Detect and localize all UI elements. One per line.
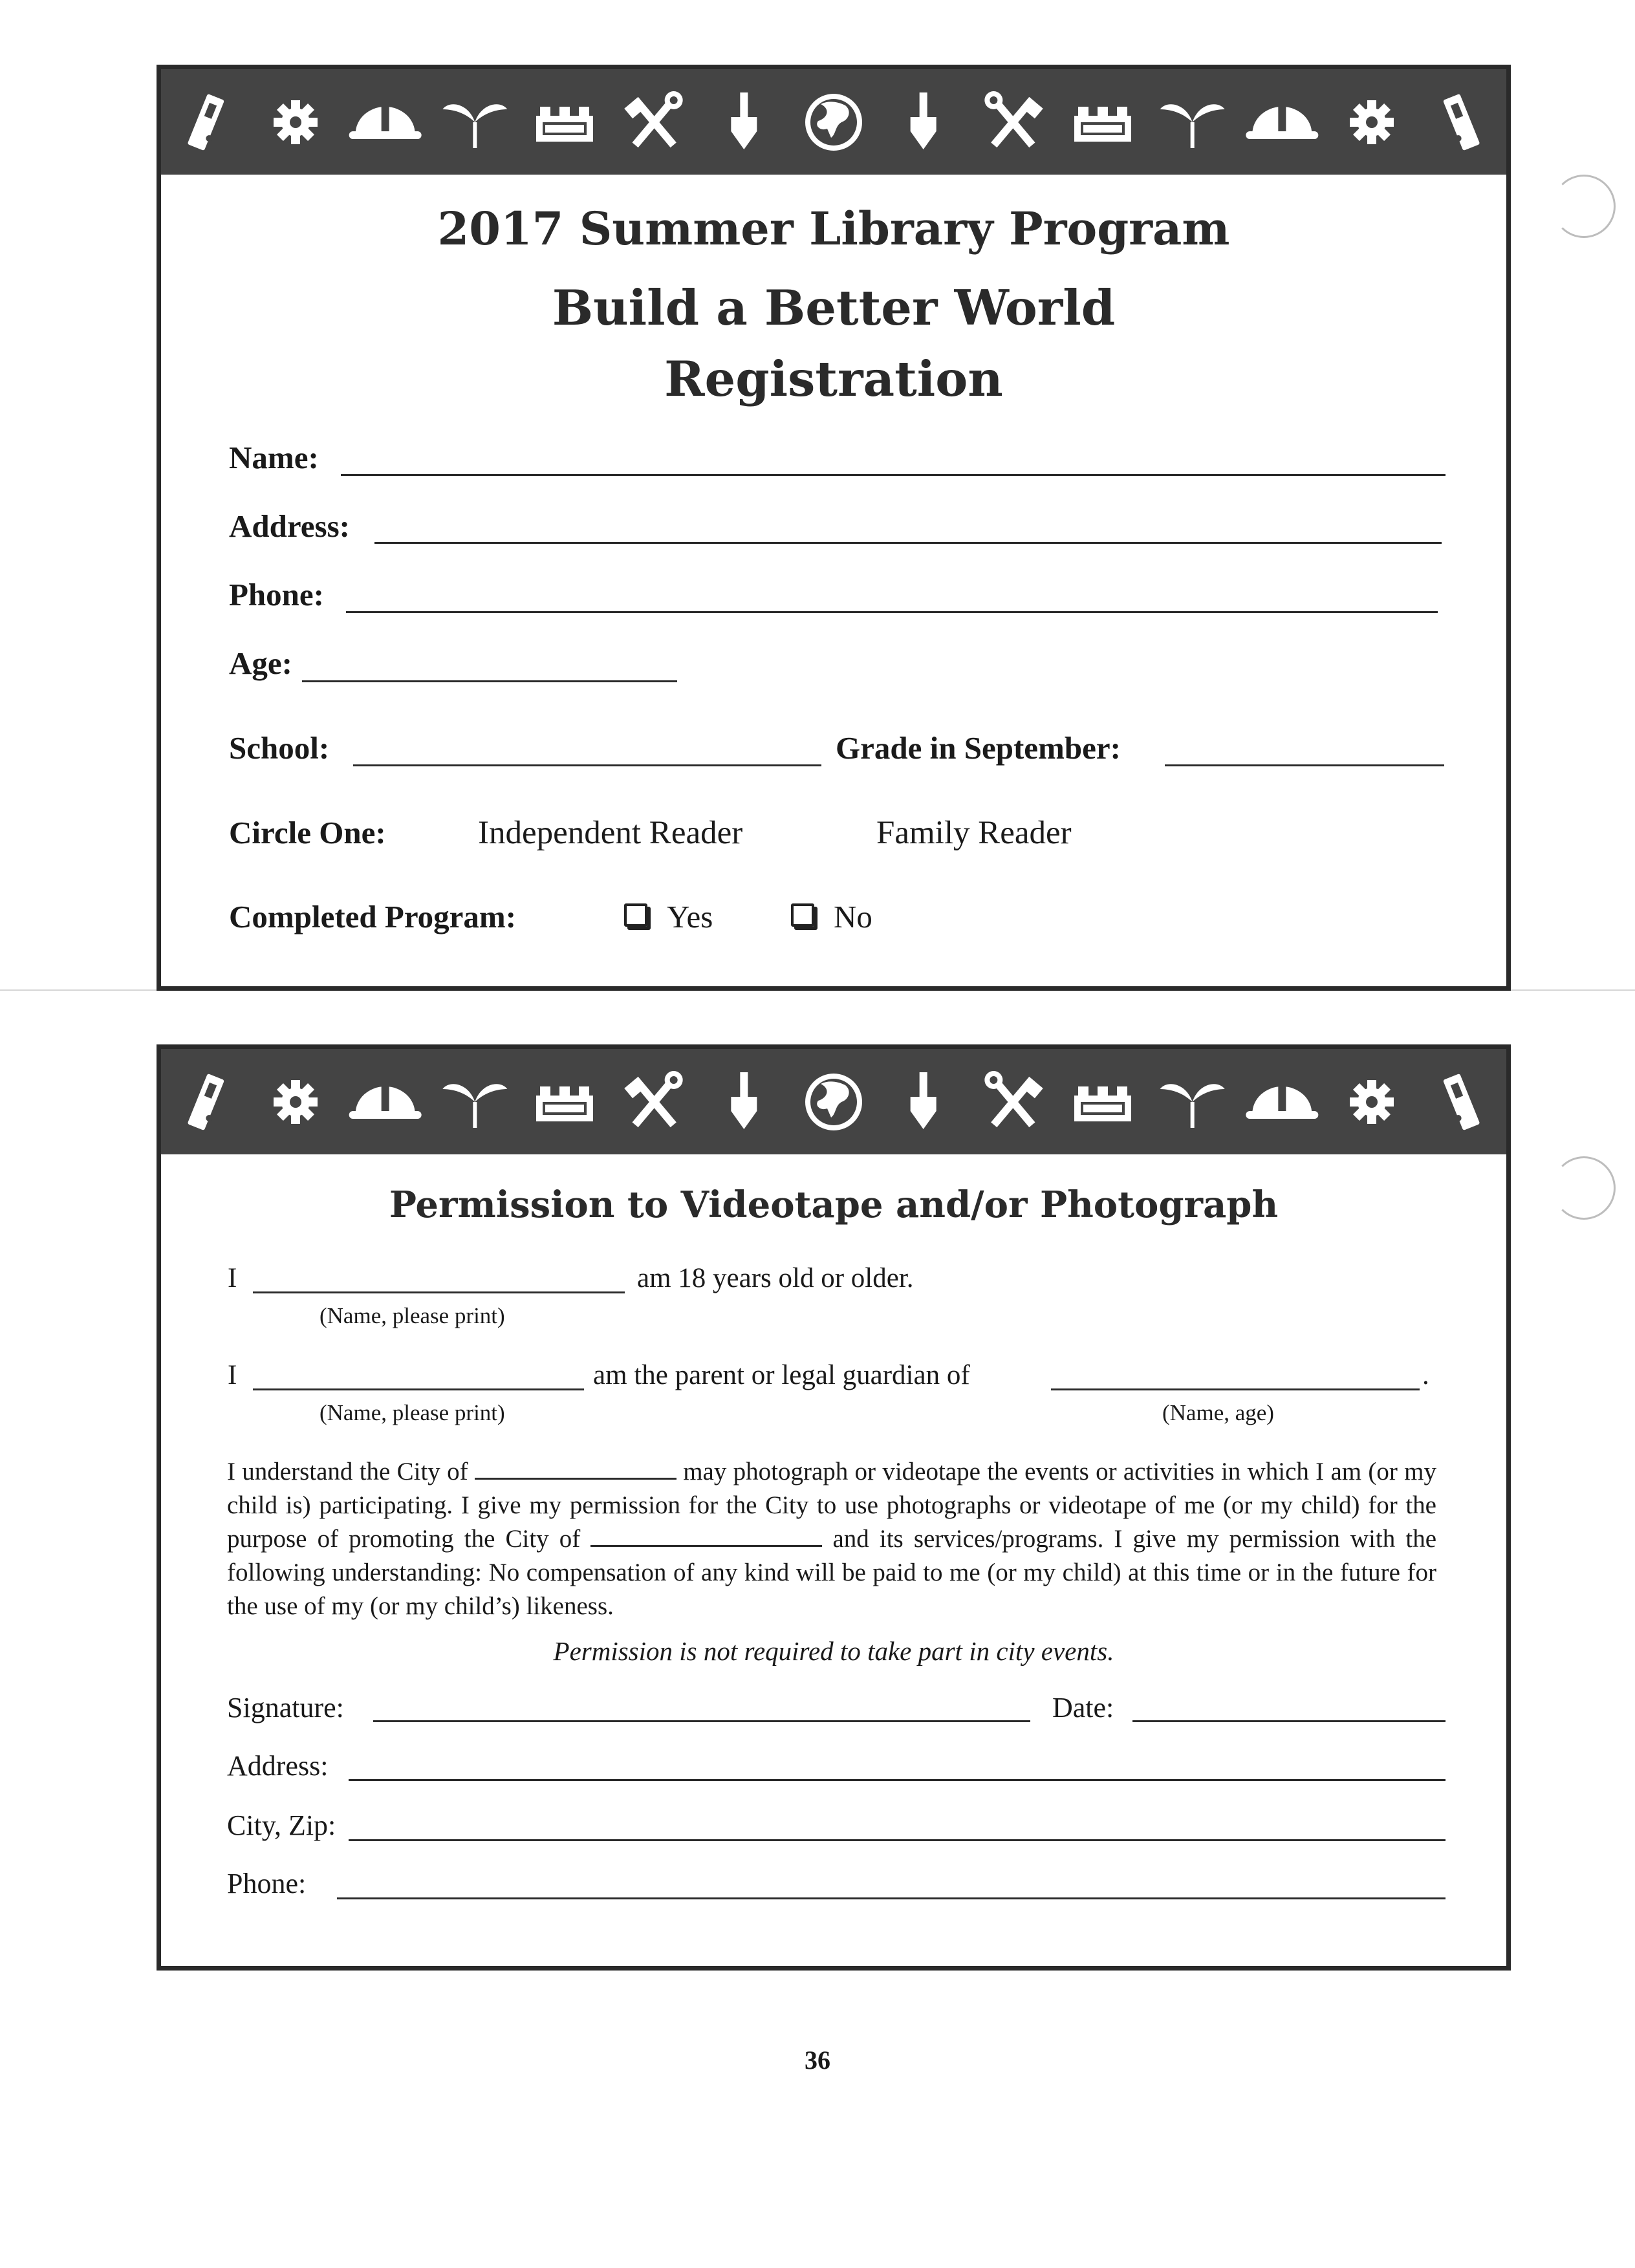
date-field[interactable]	[1132, 1720, 1446, 1722]
tools-icon	[984, 91, 1043, 147]
consent-paragraph	[227, 1455, 1436, 1623]
icon-banner	[161, 69, 1506, 175]
trowel-icon	[911, 1072, 937, 1129]
grade-field[interactable]	[1165, 764, 1444, 766]
consent-text-part3: and its services/programs. I give my permission with the following understanding: No compensation of any kind will be paid to me (or my child) at this time or in the future for the use of my (or my child’s) likeness.	[227, 1525, 1437, 1620]
permission-note: Permission is not required to take part in city events.	[553, 1636, 1114, 1666]
city-zip-field[interactable]	[349, 1839, 1446, 1841]
page-number: 36	[805, 2046, 830, 2075]
ruler-icon	[188, 1074, 224, 1130]
sprout-icon	[442, 1084, 507, 1128]
city-name-field[interactable]	[475, 1458, 677, 1480]
i-label: I	[228, 1263, 237, 1293]
trowel-icon	[911, 92, 937, 149]
address-field[interactable]	[349, 1779, 1446, 1781]
signature-field[interactable]	[373, 1720, 1030, 1722]
phone-field[interactable]	[346, 611, 1438, 613]
globe-icon	[805, 94, 862, 151]
name-print-hint: (Name, please print)	[319, 1400, 505, 1425]
hard-hat-icon	[349, 1086, 422, 1119]
completed-program-label: Completed Program:	[229, 899, 517, 934]
trowel-icon	[731, 92, 757, 149]
gear-icon	[274, 100, 318, 144]
sprout-icon	[442, 104, 507, 148]
no-checkbox[interactable]	[791, 903, 814, 927]
yes-checkbox[interactable]	[624, 903, 647, 927]
sprout-icon	[1160, 1084, 1225, 1128]
program-title: 2017 Summer Library Program	[437, 202, 1230, 255]
trowel-icon	[731, 1072, 757, 1129]
consent-text-part1: I understand the City of	[227, 1458, 468, 1485]
school-label: School:	[229, 730, 330, 766]
city-name-field-2[interactable]	[590, 1526, 822, 1547]
phone-field[interactable]	[337, 1897, 1446, 1899]
name-print-hint: (Name, please print)	[319, 1303, 505, 1328]
ruler-icon	[188, 94, 224, 151]
theme-title: Build a Better World	[552, 279, 1116, 336]
yes-label: Yes	[667, 899, 713, 934]
tools-icon	[624, 1071, 682, 1127]
adult-name-field[interactable]	[253, 1291, 625, 1293]
city-zip-label: City, Zip:	[227, 1809, 336, 1841]
permission-title: Permission to Videotape and/or Photograph	[389, 1183, 1279, 1226]
circle-one-label: Circle One:	[229, 815, 386, 850]
phone-label: Phone:	[227, 1868, 307, 1899]
punch-hole	[1552, 175, 1616, 238]
gear-icon	[1350, 100, 1394, 144]
gear-icon	[1350, 1080, 1394, 1124]
brick-icon	[1074, 1086, 1131, 1121]
child-name-age-field[interactable]	[1051, 1388, 1420, 1390]
no-label: No	[834, 899, 872, 934]
adult-statement: am 18 years old or older.	[637, 1263, 914, 1293]
date-label: Date:	[1052, 1692, 1114, 1723]
globe-icon	[805, 1074, 862, 1130]
address-field[interactable]	[374, 542, 1442, 544]
icon-banner	[161, 1049, 1506, 1154]
address-label: Address:	[229, 508, 350, 544]
brick-icon	[536, 1086, 593, 1121]
brick-icon	[1074, 107, 1131, 142]
hard-hat-icon	[1246, 1086, 1318, 1119]
permission-form	[157, 1044, 1511, 1971]
icon-strip	[161, 1049, 1506, 1154]
name-age-hint: (Name, age)	[1162, 1400, 1274, 1425]
phone-label: Phone:	[229, 577, 324, 612]
brick-icon	[536, 107, 593, 142]
punch-hole	[1552, 1156, 1616, 1220]
parent-name-field[interactable]	[253, 1388, 584, 1390]
ruler-icon	[1443, 94, 1480, 151]
registration-form	[157, 65, 1511, 991]
address-label: Address:	[227, 1750, 329, 1782]
ruler-icon	[1443, 1074, 1480, 1130]
signature-label: Signature:	[227, 1692, 344, 1723]
hard-hat-icon	[1246, 107, 1318, 139]
consent-text-part2: may photograph or videotape the events or activities in which I am (or my child is) participating. I give my permission for the City to use photographs or videotape of me (or my child) for the purpose of promoting the City of	[227, 1458, 1436, 1553]
age-label: Age:	[229, 645, 292, 681]
name-label: Name:	[229, 440, 319, 475]
age-field[interactable]	[302, 680, 677, 682]
tools-icon	[984, 1071, 1043, 1127]
sprout-icon	[1160, 104, 1225, 148]
independent-reader-option[interactable]: Independent Reader	[478, 815, 743, 851]
gear-icon	[274, 1080, 318, 1124]
i-label: I	[228, 1360, 237, 1390]
school-field[interactable]	[353, 764, 821, 766]
tools-icon	[624, 91, 682, 147]
hard-hat-icon	[349, 107, 422, 139]
grade-label: Grade in September:	[836, 730, 1121, 766]
registration-title: Registration	[664, 351, 1003, 407]
guardian-statement: am the parent or legal guardian of	[593, 1360, 970, 1390]
name-field[interactable]	[341, 474, 1446, 476]
period: .	[1422, 1360, 1429, 1390]
icon-strip	[161, 69, 1506, 175]
family-reader-option[interactable]: Family Reader	[876, 815, 1072, 851]
